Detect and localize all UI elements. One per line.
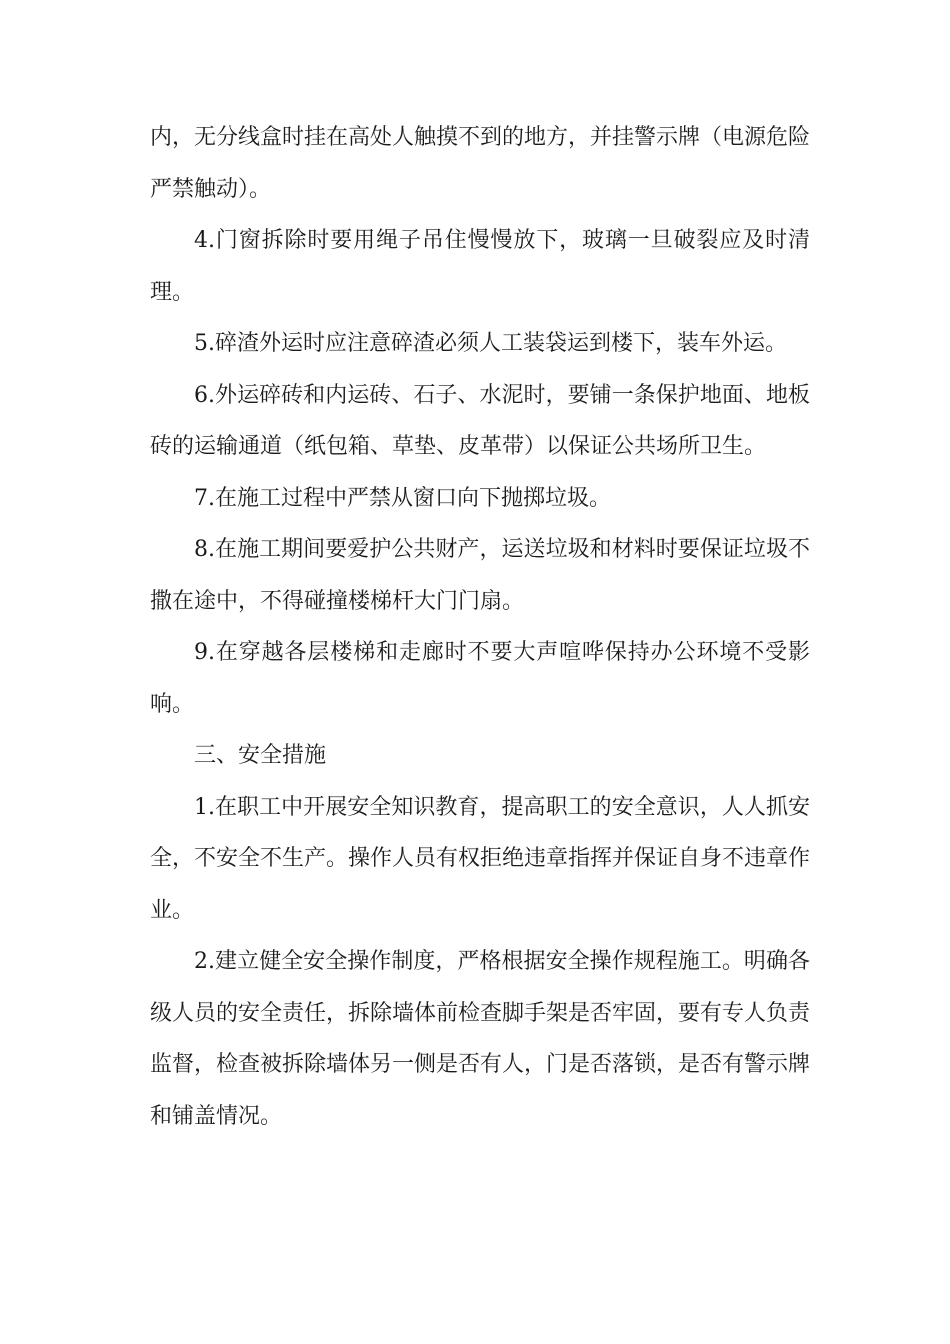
paragraph-item-9: 9.在穿越各层楼梯和走廊时不要大声喧哗保持办公环境不受影响。: [150, 640, 810, 717]
paragraph-safety-1: 1.在职工中开展安全知识教育，提高职工的安全意识，人人抓安全，不安全不生产。操作人员有权拒绝违章指挥并保证自身不违章作业。: [150, 794, 811, 923]
paragraph-item-7: 7.在施工过程中严禁从窗口向下抛掷垃圾。: [194, 485, 611, 511]
document-body: [150, 112, 810, 1142]
paragraph-continuation: 内，无分线盒时挂在高处人触摸不到的地方，并挂警示牌（电源危险严禁触动）。: [150, 125, 811, 202]
paragraph-item-6: 6.外运碎砖和内运砖、石子、水泥时，要铺一条保护地面、地板砖的运输通道（纸包箱、草垫、皮革带）以保证公共场所卫生。: [150, 382, 810, 459]
paragraph-item-5: 5.碎渣外运时应注意碎渣必须人工装袋运到楼下，装车外运。: [194, 331, 787, 356]
section-heading-safety-measures: 三、安全措施: [194, 743, 327, 768]
paragraph-item-8: 8.在施工期间要爱护公共财产，运送垃圾和材料时要保证垃圾不撒在途中，不得碰撞楼梯杆大门门扇。: [150, 537, 810, 614]
paragraph-item-4: 4.门窗拆除时要用绳子吊住慢慢放下，玻璃一旦破裂应及时清理。: [150, 228, 810, 305]
paragraph-safety-2: 2.建立健全安全操作制度，严格根据安全操作规程施工。明确各级人员的安全责任，拆除墙体前检查脚手架是否牢固，要有专人负责监督，检查被拆除墙体另一侧是否有人，门是否落锁，是否有警示牌和铺盖情况。: [150, 949, 811, 1129]
